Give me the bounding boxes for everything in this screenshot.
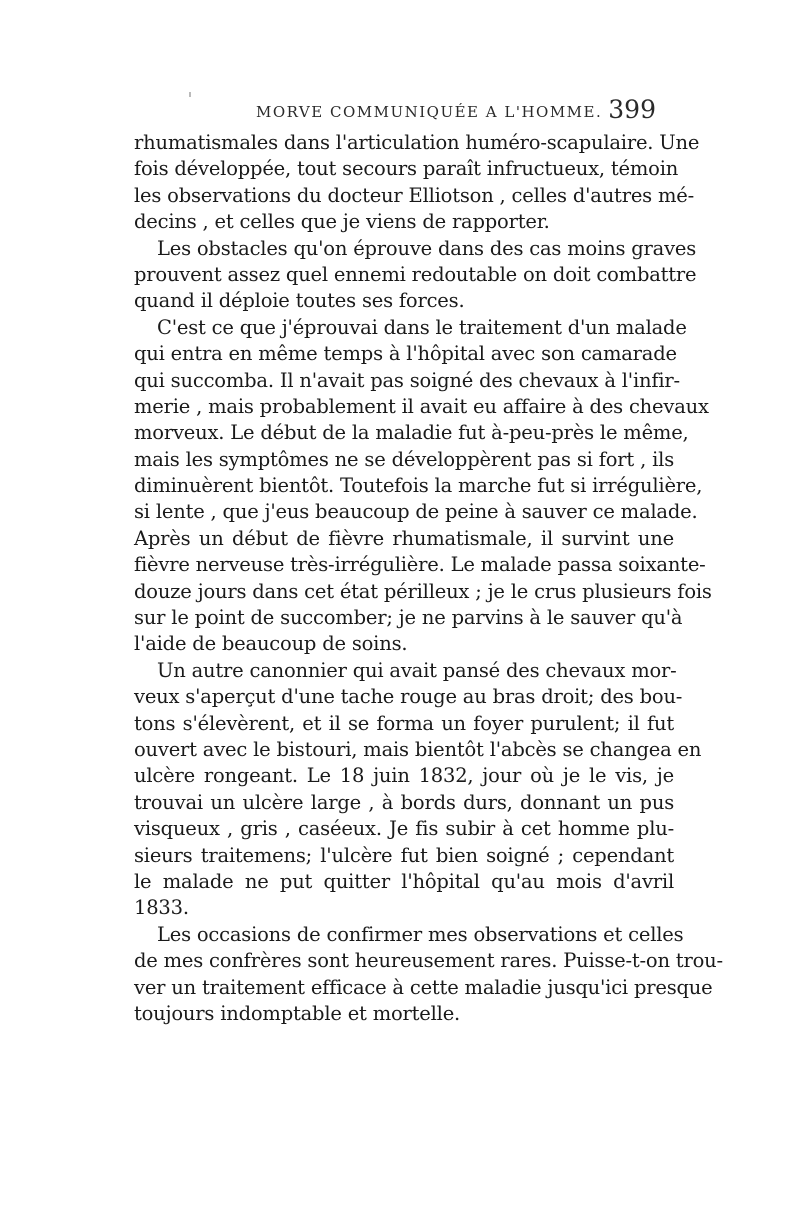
text-line: mais les symptômes ne se développèrent pas si fort , ils — [134, 447, 674, 471]
text-line: de mes confrères sont heureusement rares. Puisse-t-on trou- — [134, 949, 723, 973]
text-line: decins , et celles que je viens de rapporter. — [134, 210, 550, 234]
text-line: morveux. Le début de la maladie fut à-peu-près le même, — [134, 421, 689, 445]
text-line: 1833. — [134, 896, 189, 920]
text-line: toujours indomptable et mortelle. — [134, 1001, 461, 1025]
text-line: si lente , que j'eus beaucoup de peine à sauver ce malade. — [134, 500, 698, 524]
paragraph-start-line: C'est ce que j'éprouvai dans le traitement d'un malade — [157, 315, 687, 339]
text-line: sur le point de succomber; je ne parvins à le sauver qu'à — [134, 606, 683, 630]
text-line: l'aide de beaucoup de soins. — [134, 632, 408, 656]
text-line: quand il déploie toutes ses forces. — [134, 289, 465, 313]
text-line: douze jours dans cet état périlleux ; je le crus plusieurs fois — [134, 579, 712, 603]
page-header — [256, 97, 656, 133]
text-line: veux s'aperçut d'une tache rouge au bras droit; des bou- — [134, 685, 683, 709]
text-line: fois développée, tout secours paraît infructueux, témoin — [134, 157, 679, 181]
text-line: trouvai un ulcère large , à bords durs, donnant un pus — [134, 790, 674, 814]
page-number: 399 — [608, 95, 656, 124]
print-speck — [189, 92, 191, 97]
text-line: les observations du docteur Elliotson , celles d'autres mé- — [134, 183, 694, 207]
text-line: ouvert avec le bistouri, mais bientôt l'abcès se changea en — [134, 737, 702, 761]
text-line: tons s'élevèrent, et il se forma un foyer purulent; il fut — [134, 711, 674, 735]
text-line: diminuèrent bientôt. Toutefois la marche fut si irrégulière, — [134, 474, 703, 498]
paragraph-start-line: Les obstacles qu'on éprouve dans des cas moins graves — [157, 236, 697, 260]
text-line: merie , mais probablement il avait eu affaire à des chevaux — [134, 394, 709, 418]
text-line: qui succomba. Il n'avait pas soigné des chevaux à l'infir- — [134, 368, 680, 392]
text-line: prouvent assez quel ennemi redoutable on doit combattre — [134, 262, 697, 286]
text-line: le malade ne put quitter l'hôpital qu'au mois d'avril — [134, 869, 674, 893]
paragraph-start-line: Les occasions de confirmer mes observations et celles — [157, 922, 684, 946]
text-line: rhumatismales dans l'articulation huméro-scapulaire. Une — [134, 131, 700, 154]
text-line: ulcère rongeant. Le 18 juin 1832, jour où je le vis, je — [134, 764, 674, 788]
running-title: MORVE COMMUNIQUÉE A L'HOMME. — [256, 103, 603, 121]
body-text — [134, 130, 723, 1027]
text-line: sieurs traitemens; l'ulcère fut bien soigné ; cependant — [134, 843, 674, 867]
text-line: visqueux , gris , caséeux. Je fis subir à cet homme plu- — [134, 817, 674, 841]
text-line: qui entra en même temps à l'hôpital avec son camarade — [134, 342, 677, 366]
text-line: fièvre nerveuse très-irrégulière. Le malade passa soixante- — [134, 553, 706, 577]
paragraph-start-line: Un autre canonnier qui avait pansé des chevaux mor- — [157, 658, 677, 682]
text-line: Après un début de fièvre rhumatismale, il survint une — [134, 526, 674, 550]
text-line: ver un traitement efficace à cette maladie jusqu'ici presque — [134, 975, 713, 999]
